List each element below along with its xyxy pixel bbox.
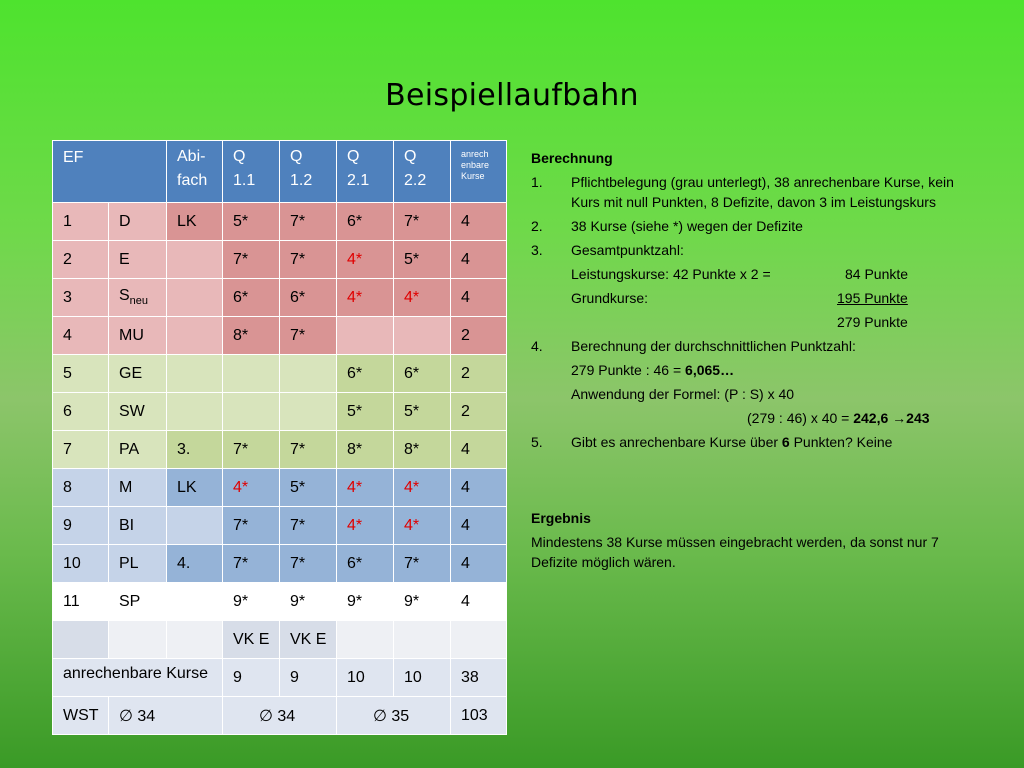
list-item — [531, 240, 971, 260]
cell-q11: 7* — [223, 545, 280, 583]
item-text-part: Gibt es anrechenbare Kurse über — [571, 434, 782, 450]
wst-label: WST — [53, 697, 109, 735]
cell-q22: 4* — [394, 279, 451, 317]
cell-k: 2 — [451, 393, 507, 431]
cell-fach: D — [109, 203, 167, 241]
cell-q21: 6* — [337, 355, 394, 393]
cell-q21: 4* — [337, 241, 394, 279]
table-row — [53, 355, 507, 393]
cell-q22: 7* — [394, 203, 451, 241]
calc-text: 279 Punkte : 46 = — [571, 362, 686, 378]
header-abifach: Abi- fach — [167, 141, 223, 203]
gk-line — [531, 288, 971, 308]
list-item — [531, 172, 971, 212]
sum-q21: 10 — [337, 659, 394, 697]
cell-empty — [451, 621, 507, 659]
cell-q12: 7* — [280, 241, 337, 279]
result-heading: Ergebnis — [531, 510, 591, 526]
cell-empty — [109, 621, 167, 659]
table-row — [53, 545, 507, 583]
table-row — [53, 393, 507, 431]
item-text: Berechnung der durchschnittlichen Punktzahl: — [571, 338, 856, 354]
table-row-vk — [53, 621, 507, 659]
cell-q12: 7* — [280, 507, 337, 545]
cell-fach — [109, 279, 167, 317]
calculation-panel — [531, 148, 971, 572]
wst-q1: ∅ 34 — [223, 697, 337, 735]
total-value: 279 Punkte — [837, 314, 908, 330]
calc-line-1 — [531, 360, 971, 380]
cell-n: 9 — [53, 507, 109, 545]
cell-k: 2 — [451, 355, 507, 393]
subject-name: S — [119, 287, 130, 305]
header-q21: Q 2.1 — [337, 141, 394, 203]
cell-fach: PA — [109, 431, 167, 469]
cell-q22: 8* — [394, 431, 451, 469]
cell-abi — [167, 393, 223, 431]
result-text: Mindestens 38 Kurse müssen eingebracht werden, da sonst nur 7 Defizite möglich wären. — [531, 534, 939, 570]
cell-q12: 6* — [280, 279, 337, 317]
cell-q21: 8* — [337, 431, 394, 469]
list-item — [531, 336, 971, 356]
table-row — [53, 583, 507, 621]
cell-k: 4 — [451, 507, 507, 545]
cell-fach: SW — [109, 393, 167, 431]
sum-q12: 9 — [280, 659, 337, 697]
cell-q11: 7* — [223, 507, 280, 545]
sum-q22: 10 — [394, 659, 451, 697]
table-row-wst — [53, 697, 507, 735]
cell-q12: 9* — [280, 583, 337, 621]
cell-q12: 7* — [280, 545, 337, 583]
cell-fach: PL — [109, 545, 167, 583]
cell-n: 3 — [53, 279, 109, 317]
cell-vk-q12: VK E — [280, 621, 337, 659]
cell-n: 8 — [53, 469, 109, 507]
cell-q21 — [337, 317, 394, 355]
item-number: 2. — [531, 218, 543, 234]
item-number: 5. — [531, 434, 543, 450]
list-item — [531, 432, 971, 452]
cell-q12 — [280, 393, 337, 431]
cell-n: 5 — [53, 355, 109, 393]
cell-q21: 6* — [337, 203, 394, 241]
cell-abi — [167, 583, 223, 621]
cell-q21: 6* — [337, 545, 394, 583]
cell-n: 6 — [53, 393, 109, 431]
calc-result: 242,6 →243 — [853, 410, 930, 426]
item-text: 38 Kurse (siehe *) wegen der Defizite — [571, 218, 803, 234]
cell-q11: 9* — [223, 583, 280, 621]
cell-k: 4 — [451, 431, 507, 469]
header-q12: Q 1.2 — [280, 141, 337, 203]
header-ef: EF — [53, 141, 167, 203]
cell-q11: 8* — [223, 317, 280, 355]
cell-q11: 6* — [223, 279, 280, 317]
wst-q2: ∅ 35 — [337, 697, 451, 735]
item-text — [571, 432, 971, 452]
table-row — [53, 431, 507, 469]
cell-q22: 5* — [394, 393, 451, 431]
cell-k: 4 — [451, 279, 507, 317]
table-header-row — [53, 141, 507, 203]
cell-q11: 7* — [223, 241, 280, 279]
table-row — [53, 241, 507, 279]
cell-k: 4 — [451, 545, 507, 583]
cell-n: 11 — [53, 583, 109, 621]
lk-value: 84 Punkte — [845, 266, 909, 282]
table-row — [53, 203, 507, 241]
cell-fach: SP — [109, 583, 167, 621]
cell-q21: 5* — [337, 393, 394, 431]
calc-line-2: Anwendung der Formel: (P : S) x 40 — [571, 386, 795, 402]
cell-k: 2 — [451, 317, 507, 355]
cell-empty — [167, 621, 223, 659]
gk-value: 195 Punkte — [837, 290, 908, 306]
cell-vk-q11: VK E — [223, 621, 280, 659]
table-row — [53, 317, 507, 355]
calc-result: 6,065… — [685, 362, 735, 378]
slide-title: Beispiellaufbahn — [385, 78, 639, 113]
total-line — [531, 312, 971, 332]
cell-q11 — [223, 393, 280, 431]
cell-abi — [167, 241, 223, 279]
cell-q22: 7* — [394, 545, 451, 583]
cell-q22: 9* — [394, 583, 451, 621]
table-row — [53, 507, 507, 545]
item-number: 3. — [531, 242, 543, 258]
lk-label: Leistungskurse: 42 Punkte x 2 = — [571, 266, 771, 282]
cell-k: 4 — [451, 203, 507, 241]
cell-q21: 9* — [337, 583, 394, 621]
cell-abi: 3. — [167, 431, 223, 469]
sum-k: 38 — [451, 659, 507, 697]
cell-abi — [167, 279, 223, 317]
list-item — [531, 216, 971, 236]
calc-heading: Berechnung — [531, 150, 613, 166]
cell-abi: 4. — [167, 545, 223, 583]
cell-empty — [394, 621, 451, 659]
cell-abi — [167, 355, 223, 393]
table-row — [53, 469, 507, 507]
cell-fach: GE — [109, 355, 167, 393]
cell-fach: E — [109, 241, 167, 279]
item-text-bold: 6 — [781, 434, 790, 450]
cell-n: 4 — [53, 317, 109, 355]
cell-q11: 5* — [223, 203, 280, 241]
gk-label: Grundkurse: — [571, 290, 649, 306]
cell-abi: LK — [167, 203, 223, 241]
cell-q22: 4* — [394, 507, 451, 545]
cell-fach: MU — [109, 317, 167, 355]
wst-ef: ∅ 34 — [109, 697, 223, 735]
item-text: Gesamtpunktzahl: — [571, 242, 684, 258]
cell-abi — [167, 317, 223, 355]
sum-q11: 9 — [223, 659, 280, 697]
cell-abi: LK — [167, 469, 223, 507]
item-number: 1. — [531, 174, 543, 190]
cell-k: 4 — [451, 469, 507, 507]
cell-q21: 4* — [337, 469, 394, 507]
cell-q22: 4* — [394, 469, 451, 507]
cell-empty — [337, 621, 394, 659]
cell-fach: BI — [109, 507, 167, 545]
subject-subscript: neu — [129, 295, 149, 308]
table-row-sum — [53, 659, 507, 697]
header-anrechenbare: anrech enbare Kurse — [451, 141, 507, 203]
wst-total: 103 — [451, 697, 507, 735]
course-table — [52, 140, 507, 735]
cell-q12 — [280, 355, 337, 393]
header-q22: Q 2.2 — [394, 141, 451, 203]
cell-q22 — [394, 317, 451, 355]
cell-fach: M — [109, 469, 167, 507]
cell-q12: 7* — [280, 317, 337, 355]
item-text: Pflichtbelegung (grau unterlegt), 38 anrechenbare Kurse, kein Kurs mit null Punkten, 8 Defizite, davon 3 im Leistungskurs — [571, 174, 954, 210]
cell-q21: 4* — [337, 279, 394, 317]
sum-label: anrechenbare Kurse — [53, 659, 223, 697]
header-q11: Q 1.1 — [223, 141, 280, 203]
cell-q11: 4* — [223, 469, 280, 507]
cell-q11: 7* — [223, 431, 280, 469]
cell-q21: 4* — [337, 507, 394, 545]
calc-text: (279 : 46) x 40 = — [747, 410, 854, 426]
cell-abi — [167, 507, 223, 545]
cell-q12: 7* — [280, 431, 337, 469]
cell-k: 4 — [451, 583, 507, 621]
cell-q12: 7* — [280, 203, 337, 241]
cell-q22: 6* — [394, 355, 451, 393]
cell-n: 10 — [53, 545, 109, 583]
cell-n: 2 — [53, 241, 109, 279]
lk-line — [531, 264, 971, 284]
cell-n: 7 — [53, 431, 109, 469]
calc-line-3 — [531, 408, 971, 428]
item-text-part: Punkten? Keine — [789, 434, 893, 450]
table-row — [53, 279, 507, 317]
cell-empty — [53, 621, 109, 659]
cell-q22: 5* — [394, 241, 451, 279]
cell-k: 4 — [451, 241, 507, 279]
cell-q11 — [223, 355, 280, 393]
item-number: 4. — [531, 338, 543, 354]
cell-q12: 5* — [280, 469, 337, 507]
cell-n: 1 — [53, 203, 109, 241]
